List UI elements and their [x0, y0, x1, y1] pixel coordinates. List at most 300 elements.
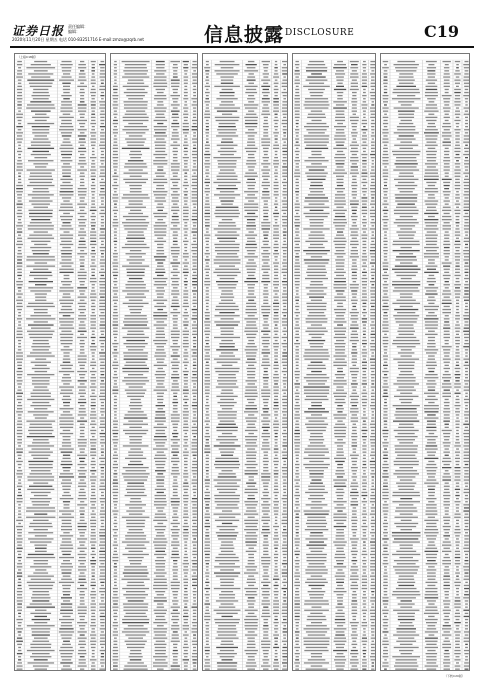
table-cell-text — [193, 504, 197, 505]
table-cell-text — [173, 213, 178, 214]
table-cell-text — [183, 569, 188, 570]
table-cell-text — [205, 70, 209, 71]
table-cell-text — [171, 331, 180, 332]
table-cell-text — [205, 365, 209, 366]
table-cell-text — [247, 486, 255, 487]
table-cell-text — [184, 380, 189, 381]
table-cell-text — [303, 86, 330, 87]
table-cell-text — [206, 126, 209, 127]
table-cell-text — [128, 421, 143, 422]
table-cell-text — [63, 458, 71, 459]
table-cell-text — [283, 644, 286, 645]
table-cell-text — [263, 293, 269, 294]
table-cell-text — [282, 272, 288, 273]
table-cell-text — [100, 365, 105, 366]
table-cell-text — [92, 662, 95, 663]
table-cell-text — [307, 306, 326, 307]
table-cell-text — [192, 563, 196, 564]
table-cell-text — [183, 303, 188, 304]
table-cell-text — [99, 107, 105, 108]
table-cell-text — [217, 665, 236, 666]
table-cell-text — [17, 101, 21, 102]
table-cell-text — [100, 138, 105, 139]
table-cell-text — [193, 386, 196, 387]
table-cell-text — [127, 241, 144, 242]
table-cell-text — [283, 510, 287, 511]
table-cell-text — [306, 272, 327, 273]
table-cell-text — [294, 266, 300, 267]
table-cell-text — [219, 241, 235, 242]
table-cell-text — [17, 498, 23, 499]
table-cell-text — [185, 188, 188, 189]
table-cell-text — [59, 300, 74, 301]
table-cell-text — [245, 386, 257, 387]
table-cell-text — [80, 669, 84, 670]
table-cell-text — [245, 92, 257, 93]
table-cell-text — [113, 132, 118, 133]
table-cell-text — [80, 145, 84, 146]
table-cell-text — [218, 625, 236, 626]
table-cell-text — [334, 126, 346, 127]
table-cell-text — [371, 340, 374, 341]
table-cell-text — [282, 219, 287, 220]
table-cell-text — [60, 244, 74, 245]
table-cell-text — [91, 445, 96, 446]
table-cell-text — [100, 247, 105, 248]
table-cell-text — [154, 610, 167, 611]
table-cell-text — [78, 148, 86, 149]
table-cell-text — [304, 352, 328, 353]
table-cell-text — [90, 386, 97, 387]
table-cell-text — [215, 117, 240, 118]
table-cell-text — [18, 315, 21, 316]
table-cell-text — [206, 169, 209, 170]
table-cell-text — [261, 421, 270, 422]
table-cell-text — [263, 355, 268, 356]
table-cell-text — [33, 163, 48, 164]
table-cell-text — [193, 368, 196, 369]
table-cell-text — [206, 266, 210, 267]
table-cell-text — [125, 538, 146, 539]
table-cell-text — [370, 188, 376, 189]
table-cell-text — [122, 247, 150, 248]
table-cell-text — [61, 603, 73, 604]
table-cell-text — [127, 585, 145, 586]
table-cell-text — [92, 154, 95, 155]
table-cell-text — [263, 634, 268, 635]
table-cell-text — [248, 641, 255, 642]
table-cell-text — [101, 467, 105, 468]
table-cell-text — [62, 442, 71, 443]
table-cell-text — [363, 148, 367, 149]
table-cell-text — [282, 576, 287, 577]
table-cell-text — [59, 557, 74, 558]
table-cell-text — [370, 73, 375, 74]
table-cell-text — [173, 89, 179, 90]
table-cell-text — [29, 216, 53, 217]
table-cell-text — [173, 107, 178, 108]
table-cell-text — [18, 569, 21, 570]
table-cell-text — [184, 275, 188, 276]
table-cell-text — [31, 362, 51, 363]
table-cell-text — [34, 157, 47, 158]
table-cell-text — [100, 132, 105, 133]
table-cell-text — [153, 160, 167, 161]
table-cell-text — [114, 520, 116, 521]
table-cell-text — [156, 61, 165, 62]
table-cell-text — [101, 507, 105, 508]
table-cell-text — [91, 188, 95, 189]
table-cell-text — [17, 142, 22, 143]
table-cell-text — [126, 287, 146, 288]
table-cell-text — [90, 169, 96, 170]
table-cell-text — [31, 346, 50, 347]
table-cell-text — [156, 337, 165, 338]
table-cell-text — [153, 154, 167, 155]
table-cell-text — [274, 421, 279, 422]
table-cell-text — [183, 210, 189, 211]
table-cell-text — [245, 470, 258, 471]
table-cell-text — [193, 455, 197, 456]
table-cell-text — [262, 182, 270, 183]
table-cell-text — [17, 275, 22, 276]
table-cell-text — [63, 560, 70, 561]
table-cell-text — [334, 272, 346, 273]
table-cell-text — [247, 448, 255, 449]
table-cell-text — [295, 247, 300, 248]
table-cell-text — [173, 538, 178, 539]
table-cell-text — [371, 380, 374, 381]
table-cell-text — [206, 89, 208, 90]
table-cell-text — [130, 176, 142, 177]
table-cell-text — [173, 244, 178, 245]
table-cell-text — [261, 365, 270, 366]
table-cell-text — [192, 73, 198, 74]
table-cell-text — [206, 510, 209, 511]
table-cell-text — [91, 290, 95, 291]
table-cell-text — [205, 479, 210, 480]
table-cell-text — [172, 532, 179, 533]
table-cell-text — [216, 281, 238, 282]
table-cell-text — [92, 557, 95, 558]
table-cell-text — [296, 402, 299, 403]
table-cell-text — [18, 458, 21, 459]
table-cell-text — [184, 520, 187, 521]
table-cell-text — [91, 545, 95, 546]
table-cell-text — [192, 380, 198, 381]
table-cell-text — [157, 244, 164, 245]
table-cell-text — [192, 393, 197, 394]
table-cell-text — [16, 169, 23, 170]
table-cell-text — [264, 204, 268, 205]
table-cell-text — [100, 662, 105, 663]
table-cell-text — [219, 473, 236, 474]
table-cell-text — [296, 197, 299, 198]
table-cell-text — [371, 200, 375, 201]
table-cell-text — [91, 377, 96, 378]
table-cell-text — [126, 219, 146, 220]
table-cell-text — [371, 151, 375, 152]
table-cell-text — [155, 634, 166, 635]
table-cell-text — [90, 507, 96, 508]
table-cell-text — [17, 259, 22, 260]
table-cell-text — [215, 467, 239, 468]
table-cell-text — [79, 123, 85, 124]
table-cell-text — [16, 188, 23, 189]
table-cell-text — [214, 445, 241, 446]
table-cell-text — [334, 328, 347, 329]
table-cell-text — [311, 256, 322, 257]
table-cell-text — [335, 402, 346, 403]
table-cell-text — [100, 616, 105, 617]
table-cell-text — [295, 188, 299, 189]
table-cell-text — [79, 365, 85, 366]
table-cell-text — [59, 424, 73, 425]
table-cell-text — [130, 312, 141, 313]
table-cell-text — [193, 492, 196, 493]
table-cell-text — [91, 461, 96, 462]
table-cell-text — [205, 393, 210, 394]
table-cell-text — [274, 483, 278, 484]
table-cell-text — [100, 479, 105, 480]
table-cell-text — [295, 393, 300, 394]
table-cell-text — [125, 641, 147, 642]
table-cell-text — [352, 275, 357, 276]
table-cell-text — [80, 520, 85, 521]
table-cell-text — [153, 278, 168, 279]
table-cell-text — [184, 386, 189, 387]
table-cell-text — [155, 566, 165, 567]
table-cell-text — [90, 281, 97, 282]
table-cell-text — [31, 241, 50, 242]
table-cell-text — [113, 160, 118, 161]
table-cell-text — [350, 256, 359, 257]
table-cell-text — [275, 61, 277, 62]
table-cell-text — [113, 523, 117, 524]
table-cell-text — [262, 194, 269, 195]
table-cell-text — [100, 67, 104, 68]
table-cell-text — [26, 107, 55, 108]
table-cell-text — [362, 188, 368, 189]
table-cell-text — [114, 235, 117, 236]
table-cell-text — [248, 157, 255, 158]
table-cell-text — [157, 669, 164, 670]
table-cell-text — [283, 380, 287, 381]
table-cell-text — [113, 653, 118, 654]
table-cell-text — [173, 120, 178, 121]
table-cell-text — [113, 436, 117, 437]
table-cell-text — [214, 262, 241, 263]
table-cell-text — [274, 300, 278, 301]
table-cell-text — [261, 253, 270, 254]
table-cell-text — [79, 281, 85, 282]
table-cell-text — [204, 619, 210, 620]
table-cell-text — [30, 424, 52, 425]
table-cell-text — [18, 514, 21, 515]
table-cell-text — [274, 328, 278, 329]
table-cell-text — [154, 545, 166, 546]
table-cell-text — [350, 402, 358, 403]
table-cell-text — [18, 585, 22, 586]
table-cell-text — [295, 117, 300, 118]
table-cell-text — [80, 436, 85, 437]
table-cell-text — [18, 210, 22, 211]
table-cell-text — [29, 213, 52, 214]
table-cell-text — [308, 157, 325, 158]
table-cell-text — [294, 216, 300, 217]
table-cell-text — [283, 566, 286, 567]
table-cell-text — [127, 647, 144, 648]
table-cell-text — [61, 160, 73, 161]
table-cell-text — [30, 473, 53, 474]
table-cell-text — [62, 83, 70, 84]
table-cell-text — [154, 284, 167, 285]
table-cell-text — [125, 73, 147, 74]
table-cell-text — [101, 200, 104, 201]
table-cell-text — [371, 191, 376, 192]
table-cell-text — [114, 476, 118, 477]
table-cell-text — [78, 644, 86, 645]
table-cell-text — [350, 368, 359, 369]
table-cell-text — [114, 340, 117, 341]
table-cell-text — [99, 610, 106, 611]
table-cell-text — [204, 216, 210, 217]
table-cell-text — [248, 101, 254, 102]
table-cell-text — [113, 603, 118, 604]
table-cell-text — [173, 160, 178, 161]
table-cell-text — [310, 92, 324, 93]
table-cell-text — [100, 166, 106, 167]
table-cell-text — [352, 346, 356, 347]
table-cell-text — [35, 548, 47, 549]
table-cell-text — [155, 173, 166, 174]
table-cell-text — [78, 414, 87, 415]
table-cell-text — [204, 284, 210, 285]
table-cell-text — [78, 554, 87, 555]
table-cell-text — [90, 238, 97, 239]
table-cell-text — [244, 318, 258, 319]
table-cell-text — [335, 197, 345, 198]
table-cell-text — [123, 86, 149, 87]
table-cell-text — [78, 194, 86, 195]
table-cell-text — [206, 104, 209, 105]
table-cell-text — [64, 231, 70, 232]
table-cell-text — [273, 386, 279, 387]
table-cell-text — [16, 520, 23, 521]
table-cell-text — [246, 355, 256, 356]
table-cell-text — [192, 328, 197, 329]
table-cell-text — [113, 560, 119, 561]
table-cell-text — [129, 514, 143, 515]
table-cell-text — [99, 464, 105, 465]
table-cell-text — [130, 408, 141, 409]
table-cell-text — [193, 597, 196, 598]
table-cell-text — [80, 591, 85, 592]
table-cell-text — [334, 89, 346, 90]
table-cell-text — [274, 383, 278, 384]
table-cell-text — [17, 95, 22, 96]
table-cell-text — [283, 541, 287, 542]
table-cell-text — [306, 70, 327, 71]
table-cell-text — [157, 204, 163, 205]
table-cell-text — [274, 352, 278, 353]
table-cell-text — [334, 287, 347, 288]
table-cell-text — [261, 414, 270, 415]
table-cell-text — [91, 514, 96, 515]
table-cell-text — [370, 318, 375, 319]
table-cell-text — [263, 597, 268, 598]
table-cell-text — [336, 142, 345, 143]
table-cell-text — [263, 439, 268, 440]
table-cell-text — [18, 535, 22, 536]
table-cell-text — [283, 507, 287, 508]
table-cell-text — [352, 179, 356, 180]
table-cell-text — [155, 259, 165, 260]
table-cell-text — [337, 411, 342, 412]
table-cell-text — [101, 445, 104, 446]
table-cell-text — [92, 436, 95, 437]
table-cell-text — [245, 256, 258, 257]
table-cell-text — [370, 222, 375, 223]
table-cell-text — [371, 275, 374, 276]
table-cell-text — [221, 318, 234, 319]
table-cell-text — [263, 579, 268, 580]
table-cell-text — [372, 411, 374, 412]
table-cell-text — [113, 464, 118, 465]
table-cell-text — [184, 582, 188, 583]
table-cell-text — [371, 86, 376, 87]
table-cell-text — [363, 179, 367, 180]
table-cell-text — [35, 669, 48, 670]
table-cell-text — [245, 430, 258, 431]
table-cell-text — [183, 526, 189, 527]
table-cell-text — [80, 551, 85, 552]
table-cell-text — [282, 669, 287, 670]
table-cell-text — [294, 222, 300, 223]
table-cell-text — [114, 576, 118, 577]
table-cell-text — [157, 424, 164, 425]
table-cell-text — [184, 523, 188, 524]
table-cell-text — [273, 98, 279, 99]
table-cell-text — [351, 253, 358, 254]
table-cell-text — [246, 312, 257, 313]
table-cell-text — [244, 520, 258, 521]
section-title-english: DISCLOSURE — [285, 28, 355, 38]
table-cell-text — [204, 665, 210, 666]
table-cell-text — [261, 393, 270, 394]
table-cell-text — [18, 656, 21, 657]
table-cell-text — [32, 634, 50, 635]
table-cell-text — [101, 253, 104, 254]
table-cell-text — [275, 551, 278, 552]
table-cell-text — [16, 355, 23, 356]
table-cell-text — [205, 207, 211, 208]
table-cell-text — [183, 114, 188, 115]
table-cell-text — [214, 479, 241, 480]
table-cell-text — [101, 600, 104, 601]
table-cell-text — [361, 154, 367, 155]
table-cell-text — [193, 436, 196, 437]
table-cell-text — [205, 386, 210, 387]
table-cell-text — [154, 231, 167, 232]
table-cell-text — [283, 597, 287, 598]
table-cell-text — [127, 259, 145, 260]
table-cell-text — [206, 399, 209, 400]
table-cell-text — [172, 569, 178, 570]
table-cell-text — [362, 173, 368, 174]
table-cell-text — [155, 343, 167, 344]
table-cell-text — [205, 526, 211, 527]
